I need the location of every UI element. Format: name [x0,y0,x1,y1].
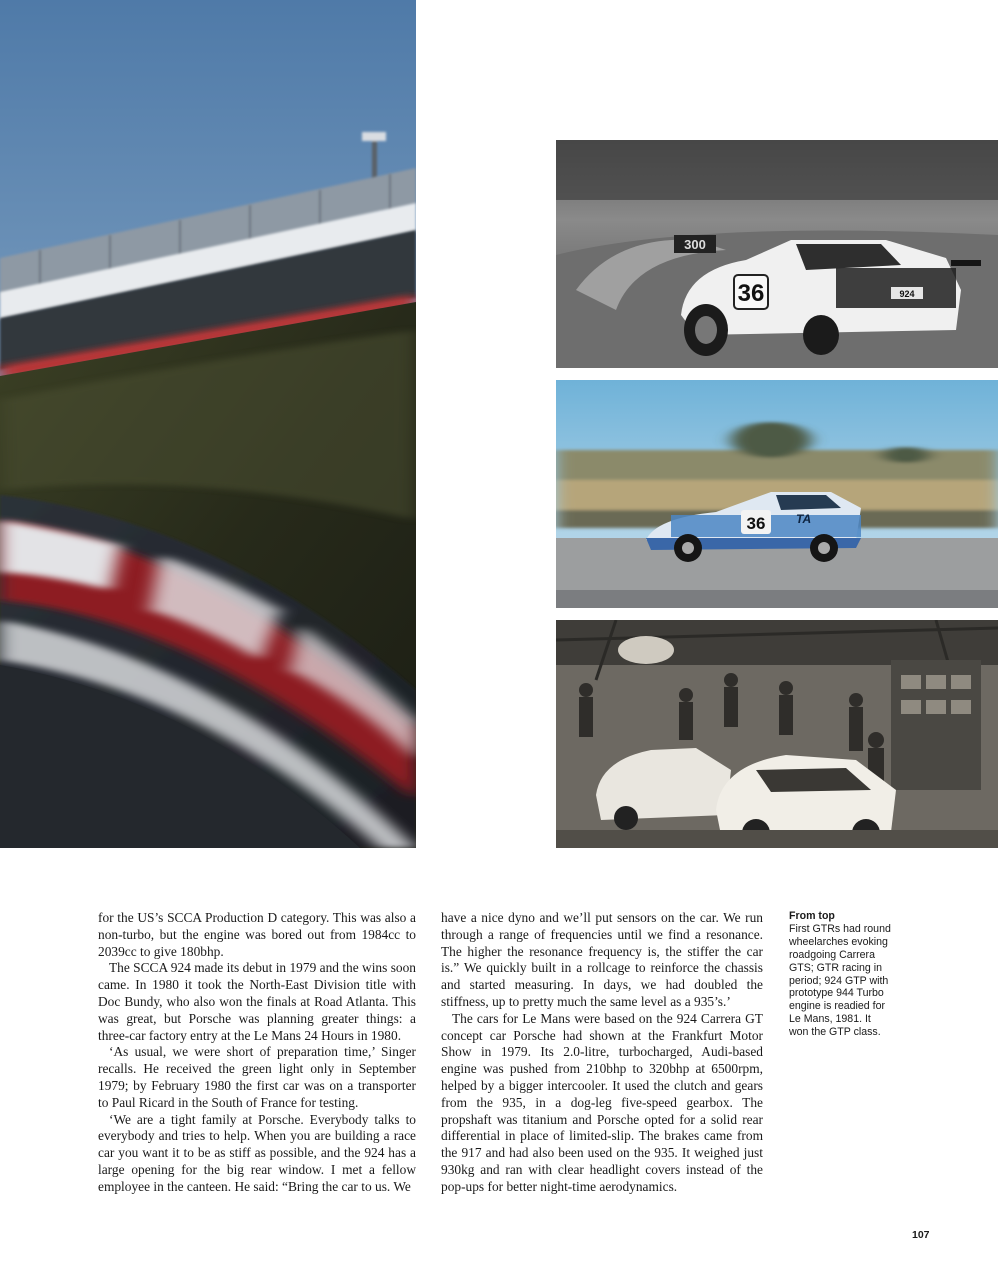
caption-text: First GTRs had round wheelarches evoking roadgoing Carrera GTS; GTR racing in period; 924 GTP with prototype 944 Turbo engine is readied for Le Mans, 1981. It won the GTP class. [789,922,891,1039]
paragraph: The cars for Le Mans were based on the 924 Carrera GT concept car Porsche had shown at the Frankfurt Motor Show in 1979. Its 2.0-litre, turbocharged, Audi-based engine was pushed from 210bhp to 320bhp at 6500rpm, helped by a bigger intercooler. It used the clutch and gears from the 935, in a dog-leg five-speed gearbox. The propshaft was titanium and Porsche opted for a solid rear differential in place of limited-slip. The brakes came from the 917 and had also been used on the 935. It weighed just 930kg and ran with clear headlight covers instead of the pop-ups for better night-time aerodynamics. [441,1010,763,1194]
paragraph: have a nice dyno and we’ll put sensors on the car. We run through a range of frequencies until we find a resonance. The higher the resonance frequency is, the stiffer the car is.” We quickly built in a rollcage to reinforce the chassis and started measuring. In days, we had doubled the stiffness, up to pretty much the same level as a 935’s.’ [441,910,763,1009]
distance-board-text: 300 [684,237,706,252]
paragraph: ‘We are a tight family at Porsche. Everybody talks to everybody and tries to help. When you are building a race car you want it to be as stiff as possible, and the 924 has a large opening for the big rear window. I met a fellow employee in the canteen. He said: “Bring the car to us. We [98,1111,416,1194]
article-column-2 [441,910,763,1196]
article-column-1 [98,910,416,1196]
page-number: 107 [912,1229,930,1241]
hero-track-photo [0,0,416,848]
photo-924-gtr-bw [556,140,998,368]
car-number-text: 36 [746,514,766,533]
caption-title: From top [789,910,835,922]
photo-924-blue-racing [556,380,998,608]
paragraph: for the US’s SCCA Production D category. This was also a non-turbo, but the engine was bored out from 1984cc to 2039cc to give 180bhp. [98,910,416,959]
photo-caption [789,910,893,1039]
license-plate-text: 924 [899,289,915,299]
livery-text: TA [796,512,812,526]
paragraph: The SCCA 924 made its debut in 1979 and the wins soon came. In 1980 it took the North-East Division title with Doc Bundy, who also won the finals at Road Atlanta. This was great, but Porsche was planning greater things: a three-car factory entry at the Le Mans 24 Hours in 1980. [98,960,416,1043]
photo-924-gtp-workshop [556,620,998,848]
paragraph: ‘As usual, we were short of preparation time,’ Singer recalls. He received the green light only in September 1979; by February 1980 the first car was on a transporter to Paul Ricard in the South of France for testing. [98,1044,416,1110]
car-number-text: 36 [737,280,765,307]
